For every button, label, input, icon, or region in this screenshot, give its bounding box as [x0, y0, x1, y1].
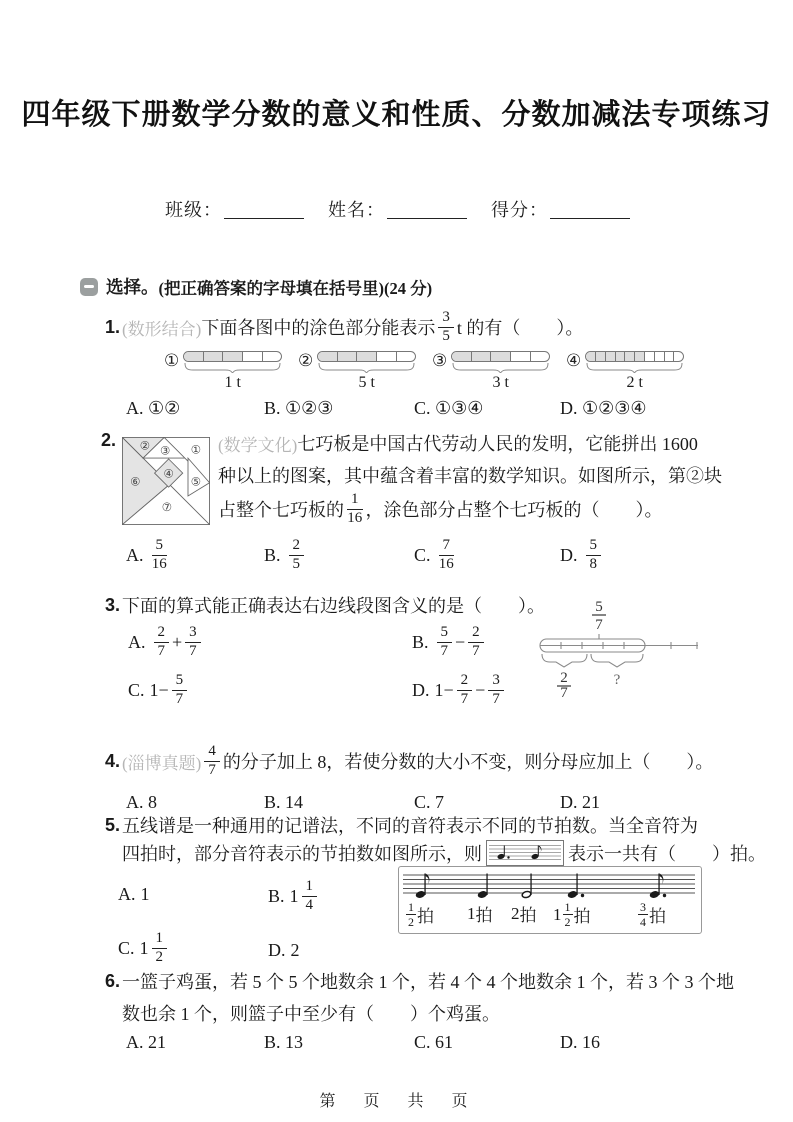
- fraction: $\frac{3}{7}$: [185, 625, 201, 660]
- question-1-text-post: t 的有（ ）。: [456, 318, 584, 338]
- fraction-4-7: $\frac{4}{7}$: [204, 744, 220, 779]
- name-label: 姓名：: [328, 200, 385, 220]
- question-3-option-c: C. 1− $\frac{5}{7}$: [128, 668, 190, 712]
- segmented-bar: [317, 351, 416, 362]
- option-b: B. 14: [264, 792, 304, 812]
- option-a: A. $\frac{5}{16}$: [126, 537, 167, 572]
- page-title: 四年级下册数学分数的意义和性质、分数加减法专项练习: [21, 99, 772, 131]
- beat-label-5: $\frac{3}{4}$ 拍: [640, 900, 666, 929]
- segmented-bar: [451, 351, 550, 362]
- option-d: D. $\frac{5}{8}$: [560, 538, 604, 573]
- bar-figure-2: [298, 351, 416, 392]
- fraction: $\frac{3}{7}$: [488, 673, 504, 708]
- beat-label-3: 2 拍: [511, 903, 537, 925]
- question-5-text-2-pre: 四拍时，部分音符表示的节拍数如图所示，则: [122, 844, 482, 864]
- tangram-piece-1-label: ①: [190, 444, 202, 457]
- under-brace-icon: [585, 362, 684, 373]
- question-4-stem: [105, 738, 713, 784]
- score-blank: [550, 199, 630, 219]
- option-d: D. 16: [560, 1032, 600, 1052]
- fraction: $\frac{5}{7}$: [437, 625, 453, 660]
- question-5-option-a: A. 1: [118, 884, 150, 904]
- question-6-stem-line-1: [105, 968, 734, 994]
- bar-label: 5 t: [358, 374, 375, 391]
- segmented-bar: [585, 351, 684, 362]
- question-5-option-c: C. 1 $\frac{1}{2}$: [118, 926, 170, 970]
- inline-notes-figure: [486, 840, 564, 866]
- question-3-stem: [105, 592, 545, 618]
- bar-column: [183, 351, 282, 392]
- tangram-piece-3-label: ③: [159, 445, 171, 458]
- bar-figure-3: [432, 351, 550, 392]
- operator: +: [172, 631, 183, 652]
- option-d: D. ①②③④: [560, 398, 647, 418]
- question-2-tag: (数学文化): [218, 435, 298, 455]
- bar-column: [317, 351, 416, 392]
- option-a: A. ①②: [126, 398, 181, 418]
- tangram-piece-2-label: ②: [139, 440, 151, 453]
- fraction: $\frac{2}{7}$: [457, 673, 473, 708]
- quarter-note-icon: [477, 870, 495, 900]
- diagram-top-numerator: 5: [595, 599, 603, 615]
- question-2-line-3: [218, 487, 663, 531]
- page-footer: 第 页 共 页: [319, 1093, 474, 1110]
- fraction: $\frac{2}{7}$: [154, 625, 170, 660]
- question-6-number: 6.: [105, 970, 121, 991]
- operator: −: [455, 631, 466, 652]
- question-3-option-a: A. $\frac{2}{7}$ + $\frac{3}{7}$: [128, 620, 204, 664]
- music-staff-figure: [398, 866, 702, 934]
- question-1-number: 1.: [105, 316, 121, 337]
- fraction-1-16: $\frac{1}{16}$: [347, 490, 363, 526]
- header-fields: [165, 196, 654, 222]
- question-5-stem-line-1: [105, 812, 698, 838]
- question-2-text-3-pre: 占整个七巧板的: [218, 500, 344, 520]
- question-4-options: [126, 792, 600, 813]
- fraction: $\frac{5}{7}$: [172, 673, 188, 708]
- dotted-eighth-note-icon: [649, 870, 671, 900]
- diagram-top-denominator: 7: [595, 617, 603, 633]
- question-1-text-pre: 下面各图中的涂色部分能表示: [201, 318, 436, 338]
- section-one-badge-icon: [80, 278, 98, 296]
- question-6-stem-line-2: 数也余 1 个，则篮子中至少有（ ）个鸡蛋。: [122, 1004, 500, 1024]
- fraction: $\frac{1}{4}$: [302, 879, 318, 914]
- fraction: $\frac{7}{16}$: [438, 537, 454, 572]
- tangram-piece-5-label: ⑤: [190, 476, 202, 489]
- section-subtitle: (把正确答案的字母填在括号里)(24 分): [158, 278, 433, 298]
- circled-2: ②: [298, 351, 314, 370]
- question-5-number: 5.: [105, 814, 121, 835]
- question-2-text-1: 七巧板是中国古代劳动人民的发明，它能拼出 1600: [297, 434, 698, 454]
- option-c: C. ①③④: [414, 398, 484, 418]
- bar-figure-1: [164, 351, 282, 392]
- tangram-piece-7-label: ⑦: [161, 501, 173, 514]
- question-6-text-1: 一篮子鸡蛋，若 5 个 5 个地数余 1 个，若 4 个 4 个地数余 1 个，若 3 个 3 个地: [122, 972, 735, 992]
- bar-label: 3 t: [492, 374, 509, 391]
- expression-pre: 1−: [149, 679, 169, 700]
- line-segment-diagram: [538, 598, 706, 698]
- question-3-number: 3.: [105, 594, 121, 615]
- bar-figure-4: [566, 351, 684, 392]
- tangram-piece-4-label: ④: [163, 468, 174, 481]
- tangram-piece-6-label: ⑥: [130, 476, 141, 489]
- diagram-question-mark: ?: [613, 672, 621, 688]
- option-c: C. 61: [414, 1032, 454, 1052]
- option-d: D. 21: [560, 792, 600, 812]
- bar-column: [451, 351, 550, 392]
- beat-label-4: 1 $\frac{1}{2}$ 拍: [553, 900, 591, 929]
- diagram-left-numerator: 2: [560, 670, 568, 686]
- dash-icon: [84, 285, 94, 288]
- eighth-note-icon: [415, 870, 433, 900]
- diagram-left-denominator: 7: [560, 685, 568, 698]
- fraction: $\frac{2}{5}$: [289, 538, 305, 573]
- section-heading: [80, 274, 432, 299]
- fraction: $\frac{2}{7}$: [468, 625, 484, 660]
- question-5-text-2-post: 表示一共有（ ）拍。: [568, 844, 766, 864]
- score-label: 得分：: [491, 200, 548, 220]
- under-brace-icon: [317, 362, 416, 373]
- option-c: C. $\frac{7}{16}$: [414, 537, 454, 572]
- beat-label-2: 1 拍: [467, 903, 493, 925]
- bar-label: 1 t: [224, 374, 241, 391]
- beat-label-1: $\frac{1}{2}$ 拍: [408, 900, 434, 929]
- question-1-options: [126, 398, 647, 419]
- fraction: $\frac{5}{16}$: [151, 537, 167, 572]
- under-brace-icon: [183, 362, 282, 373]
- under-brace-icon: [451, 362, 550, 373]
- option-a: A. 21: [126, 1032, 166, 1052]
- class-blank: [224, 199, 304, 219]
- question-4-number: 4.: [105, 750, 121, 771]
- segmented-bar: [183, 351, 282, 362]
- circled-3: ③: [432, 351, 448, 370]
- name-blank: [387, 199, 467, 219]
- question-3-option-b: B. $\frac{5}{7}$ − $\frac{2}{7}$: [412, 620, 487, 664]
- question-5-text-1: 五线谱是一种通用的记谱法，不同的音符表示不同的节拍数。当全音符为: [122, 816, 699, 836]
- question-2-text-3-post: ，涂色部分占整个七巧板的（ ）。: [365, 500, 663, 520]
- question-2-line-2: 种以上的图案，其中蕴含着丰富的数学知识。如图所示，第②块: [218, 466, 722, 486]
- operator: −: [475, 679, 486, 700]
- question-4-text: 的分子加上 8，若使分数的大小不变，则分母应加上（ ）。: [222, 752, 714, 772]
- question-2-options: [126, 538, 604, 573]
- bar-label: 2 t: [626, 374, 643, 391]
- option-a: A. 8: [126, 792, 157, 812]
- class-label: 班级：: [165, 200, 222, 220]
- circled-1: ①: [164, 351, 180, 370]
- dotted-quarter-note-icon: [567, 870, 589, 900]
- question-5-option-d: D. 2: [268, 940, 300, 960]
- question-1-tag: (数形结合): [122, 319, 202, 339]
- question-2-line-1: [218, 430, 698, 456]
- option-c: C. 7: [414, 792, 445, 812]
- question-5-stem-line-2: [122, 840, 766, 866]
- tangram-figure: [122, 437, 210, 525]
- question-4-tag: (淄博真题): [122, 753, 202, 773]
- bar-column: [585, 351, 684, 392]
- option-b: B. $\frac{2}{5}$: [264, 538, 414, 573]
- question-3-text: 下面的算式能正确表达右边线段图含义的是（ ）。: [122, 596, 546, 616]
- option-b: B. ①②③: [264, 398, 334, 418]
- section-title: 选择。: [106, 277, 159, 297]
- question-5-option-b: B. 1 $\frac{1}{4}$: [268, 874, 320, 918]
- question-3-option-d: D. 1− $\frac{2}{7}$ − $\frac{3}{7}$: [412, 668, 507, 712]
- fraction: $\frac{5}{8}$: [586, 538, 602, 573]
- circled-4: ④: [566, 351, 582, 370]
- question-2-number: 2.: [101, 430, 117, 450]
- fraction-3-5: $\frac{3}{5}$: [438, 310, 454, 345]
- fraction: $\frac{1}{2}$: [152, 931, 168, 966]
- half-note-icon: [521, 870, 539, 900]
- option-b: B. 13: [264, 1032, 304, 1052]
- expression-pre: 1−: [434, 679, 454, 700]
- question-6-options: [126, 1032, 600, 1053]
- question-1-stem: [105, 306, 583, 348]
